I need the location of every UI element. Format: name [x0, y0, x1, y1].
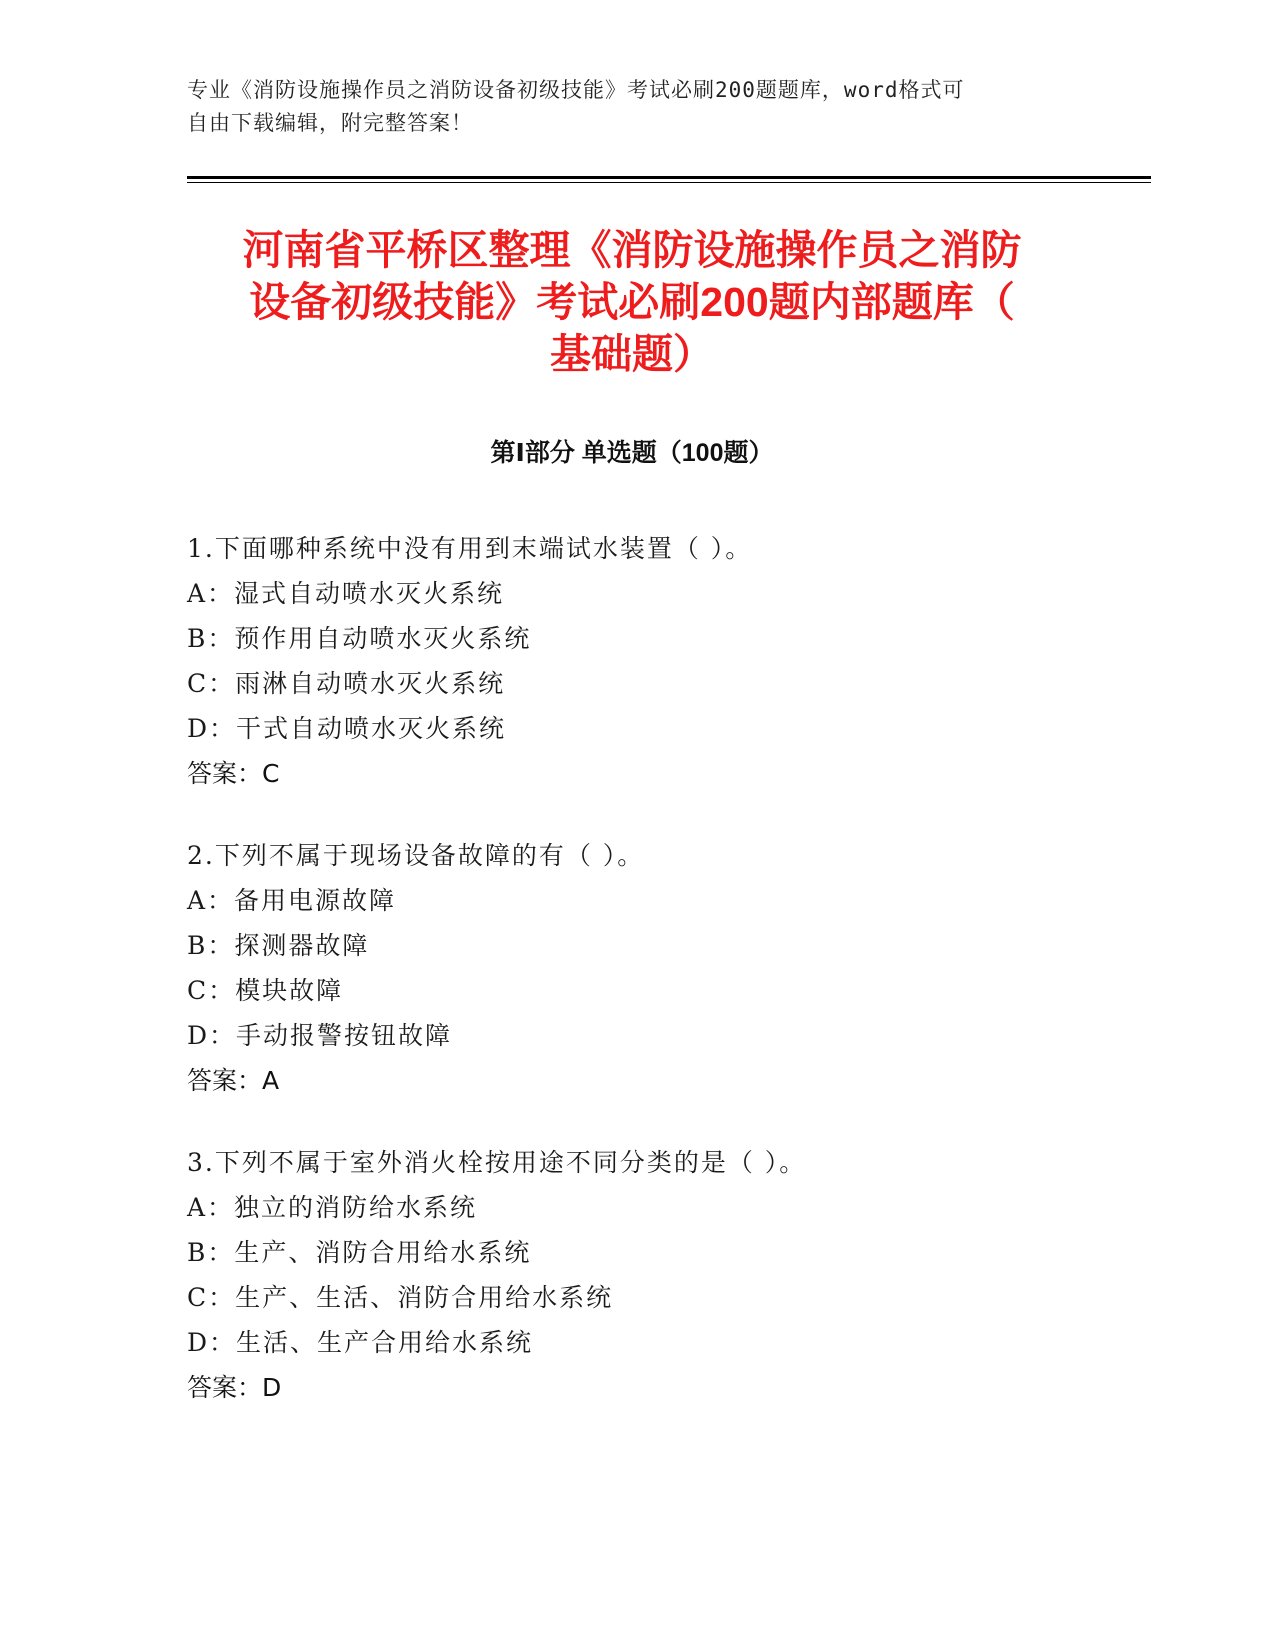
answer-line: 答案：D [187, 1373, 282, 1402]
question-list [187, 526, 1087, 1447]
question-item [187, 833, 1087, 1103]
option-c: C：雨淋自动喷水灭火系统 [187, 669, 506, 698]
option-b: B：预作用自动喷水灭火系统 [187, 624, 532, 653]
option-b: B：生产、消防合用给水系统 [187, 1238, 532, 1267]
document-title-line-1: 河南省平桥区整理《消防设施操作员之消防 [242, 227, 1022, 273]
option-a: A：湿式自动喷水灭火系统 [187, 579, 505, 608]
option-c: C：生产、生活、消防合用给水系统 [187, 1283, 614, 1312]
header-note [187, 74, 1067, 140]
option-d: D：生活、生产合用给水系统 [187, 1328, 534, 1357]
question-item [187, 526, 1087, 796]
section-heading: 第Ⅰ部分 单选题（100题） [490, 439, 774, 467]
option-a: A：独立的消防给水系统 [187, 1193, 478, 1222]
option-d: D：手动报警按钮故障 [187, 1021, 453, 1050]
header-divider-thin [187, 182, 1151, 183]
option-c: C：模块故障 [187, 976, 344, 1005]
answer-line: 答案：A [187, 1066, 280, 1095]
header-divider-thick [187, 176, 1151, 179]
question-item [187, 1140, 1087, 1410]
option-b: B：探测器故障 [187, 931, 370, 960]
question-stem: 2.下列不属于现场设备故障的有（ ）。 [187, 841, 645, 870]
header-note-line-2: 自由下载编辑，附完整答案！ [187, 111, 473, 135]
header-note-line-1: 专业《消防设施操作员之消防设备初级技能》考试必刷200题题库，word格式可 [187, 78, 965, 102]
option-a: A：备用电源故障 [187, 886, 397, 915]
document-title [187, 224, 1077, 380]
question-stem: 1.下面哪种系统中没有用到末端试水装置（ ）。 [187, 534, 753, 563]
option-d: D：干式自动喷水灭火系统 [187, 714, 507, 743]
answer-line: 答案：C [187, 759, 280, 788]
document-title-line-3: 基础题） [550, 331, 714, 377]
document-title-line-2: 设备初级技能》考试必刷200题内部题库（ [249, 279, 1015, 325]
question-stem: 3.下列不属于室外消火栓按用途不同分类的是（ ）。 [187, 1148, 807, 1177]
